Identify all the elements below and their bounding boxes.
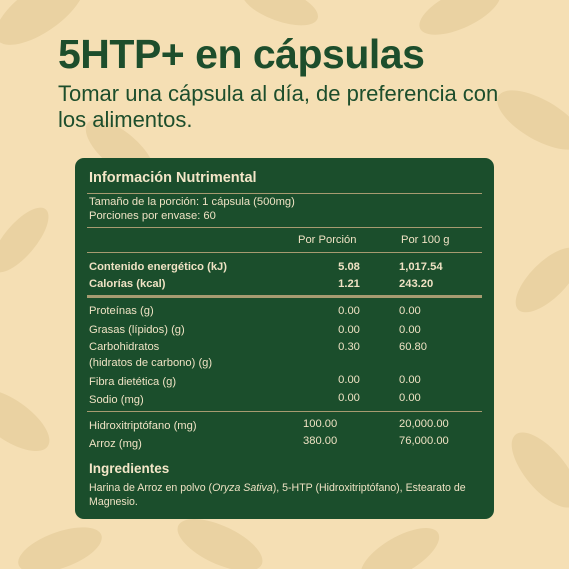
fiber-label: Fibra dietética (g): [89, 376, 177, 388]
hydroxytryptophan-per-100g: 20,000.00: [399, 418, 449, 430]
divider: [87, 227, 482, 228]
energy-per-serving: 5.08: [338, 261, 360, 273]
leaf-icon: [0, 199, 58, 281]
serving-size: Tamaño de la porción: 1 cápsula (500mg): [89, 196, 295, 208]
column-header-per-100g: Por 100 g: [401, 234, 450, 246]
carbs-label-secondary: (hidratos de carbono) (g): [89, 357, 213, 369]
energy-label: Contenido energético (kJ): [89, 261, 227, 273]
sodium-label: Sodio (mg): [89, 394, 144, 406]
calories-per-100g: 243.20: [399, 278, 434, 290]
energy-per-100g: 1,017.54: [399, 261, 443, 273]
divider: [87, 252, 482, 253]
rice-per-100g: 76,000.00: [399, 435, 449, 447]
calories-per-serving: 1.21: [338, 278, 360, 290]
fats-per-100g: 0.00: [399, 324, 421, 336]
hydroxytryptophan-label: Hidroxitriptófano (mg): [89, 420, 197, 432]
rice-label: Arroz (mg): [89, 438, 142, 450]
fiber-per-100g: 0.00: [399, 374, 421, 386]
divider: [87, 193, 482, 194]
leaf-icon: [353, 517, 447, 569]
calories-label: Calorías (kcal): [89, 278, 166, 290]
ingredients-text-part: Harina de Arroz en polvo (: [89, 482, 213, 494]
sodium-per-100g: 0.00: [399, 392, 421, 404]
leaf-icon: [0, 377, 59, 463]
proteins-per-serving: 0.00: [338, 305, 360, 317]
divider-thick: [87, 295, 482, 298]
carbs-per-serving: 0.30: [338, 341, 360, 353]
divider: [87, 411, 482, 412]
panel-title: Información Nutrimental: [89, 170, 257, 186]
carbs-label: Carbohidratos: [89, 341, 160, 353]
ingredients-text: [89, 481, 484, 509]
fiber-per-serving: 0.00: [338, 374, 360, 386]
ingredients-title: Ingredientes: [89, 461, 170, 476]
servings-per-container: Porciones por envase: 60: [89, 210, 216, 222]
column-header-per-serving: Por Porción: [298, 234, 357, 246]
ingredients-text-part: ), 5-HTP (Hidroxitriptófano), Estearato de Magnesio.: [89, 482, 466, 508]
rice-per-serving: 380.00: [303, 435, 338, 447]
proteins-label: Proteínas (g): [89, 305, 154, 317]
leaf-icon: [506, 238, 569, 323]
leaf-icon: [237, 0, 323, 34]
proteins-per-100g: 0.00: [399, 305, 421, 317]
leaf-icon: [12, 518, 107, 569]
page-subtitle: Tomar una cápsula al día, de preferencia con los alimentos.: [58, 81, 499, 132]
ingredients-scientific-name: Oryza Sativa: [212, 482, 273, 494]
hydroxytryptophan-per-serving: 100.00: [303, 418, 338, 430]
fats-per-serving: 0.00: [338, 324, 360, 336]
carbs-per-100g: 60.80: [399, 341, 427, 353]
sodium-per-serving: 0.00: [338, 392, 360, 404]
fats-label: Grasas (lípidos) (g): [89, 324, 185, 336]
leaf-icon: [413, 0, 508, 45]
leaf-icon: [500, 422, 569, 518]
page-title: 5HTP+ en cápsulas: [58, 31, 425, 77]
nutrition-facts-panel: [75, 158, 494, 519]
